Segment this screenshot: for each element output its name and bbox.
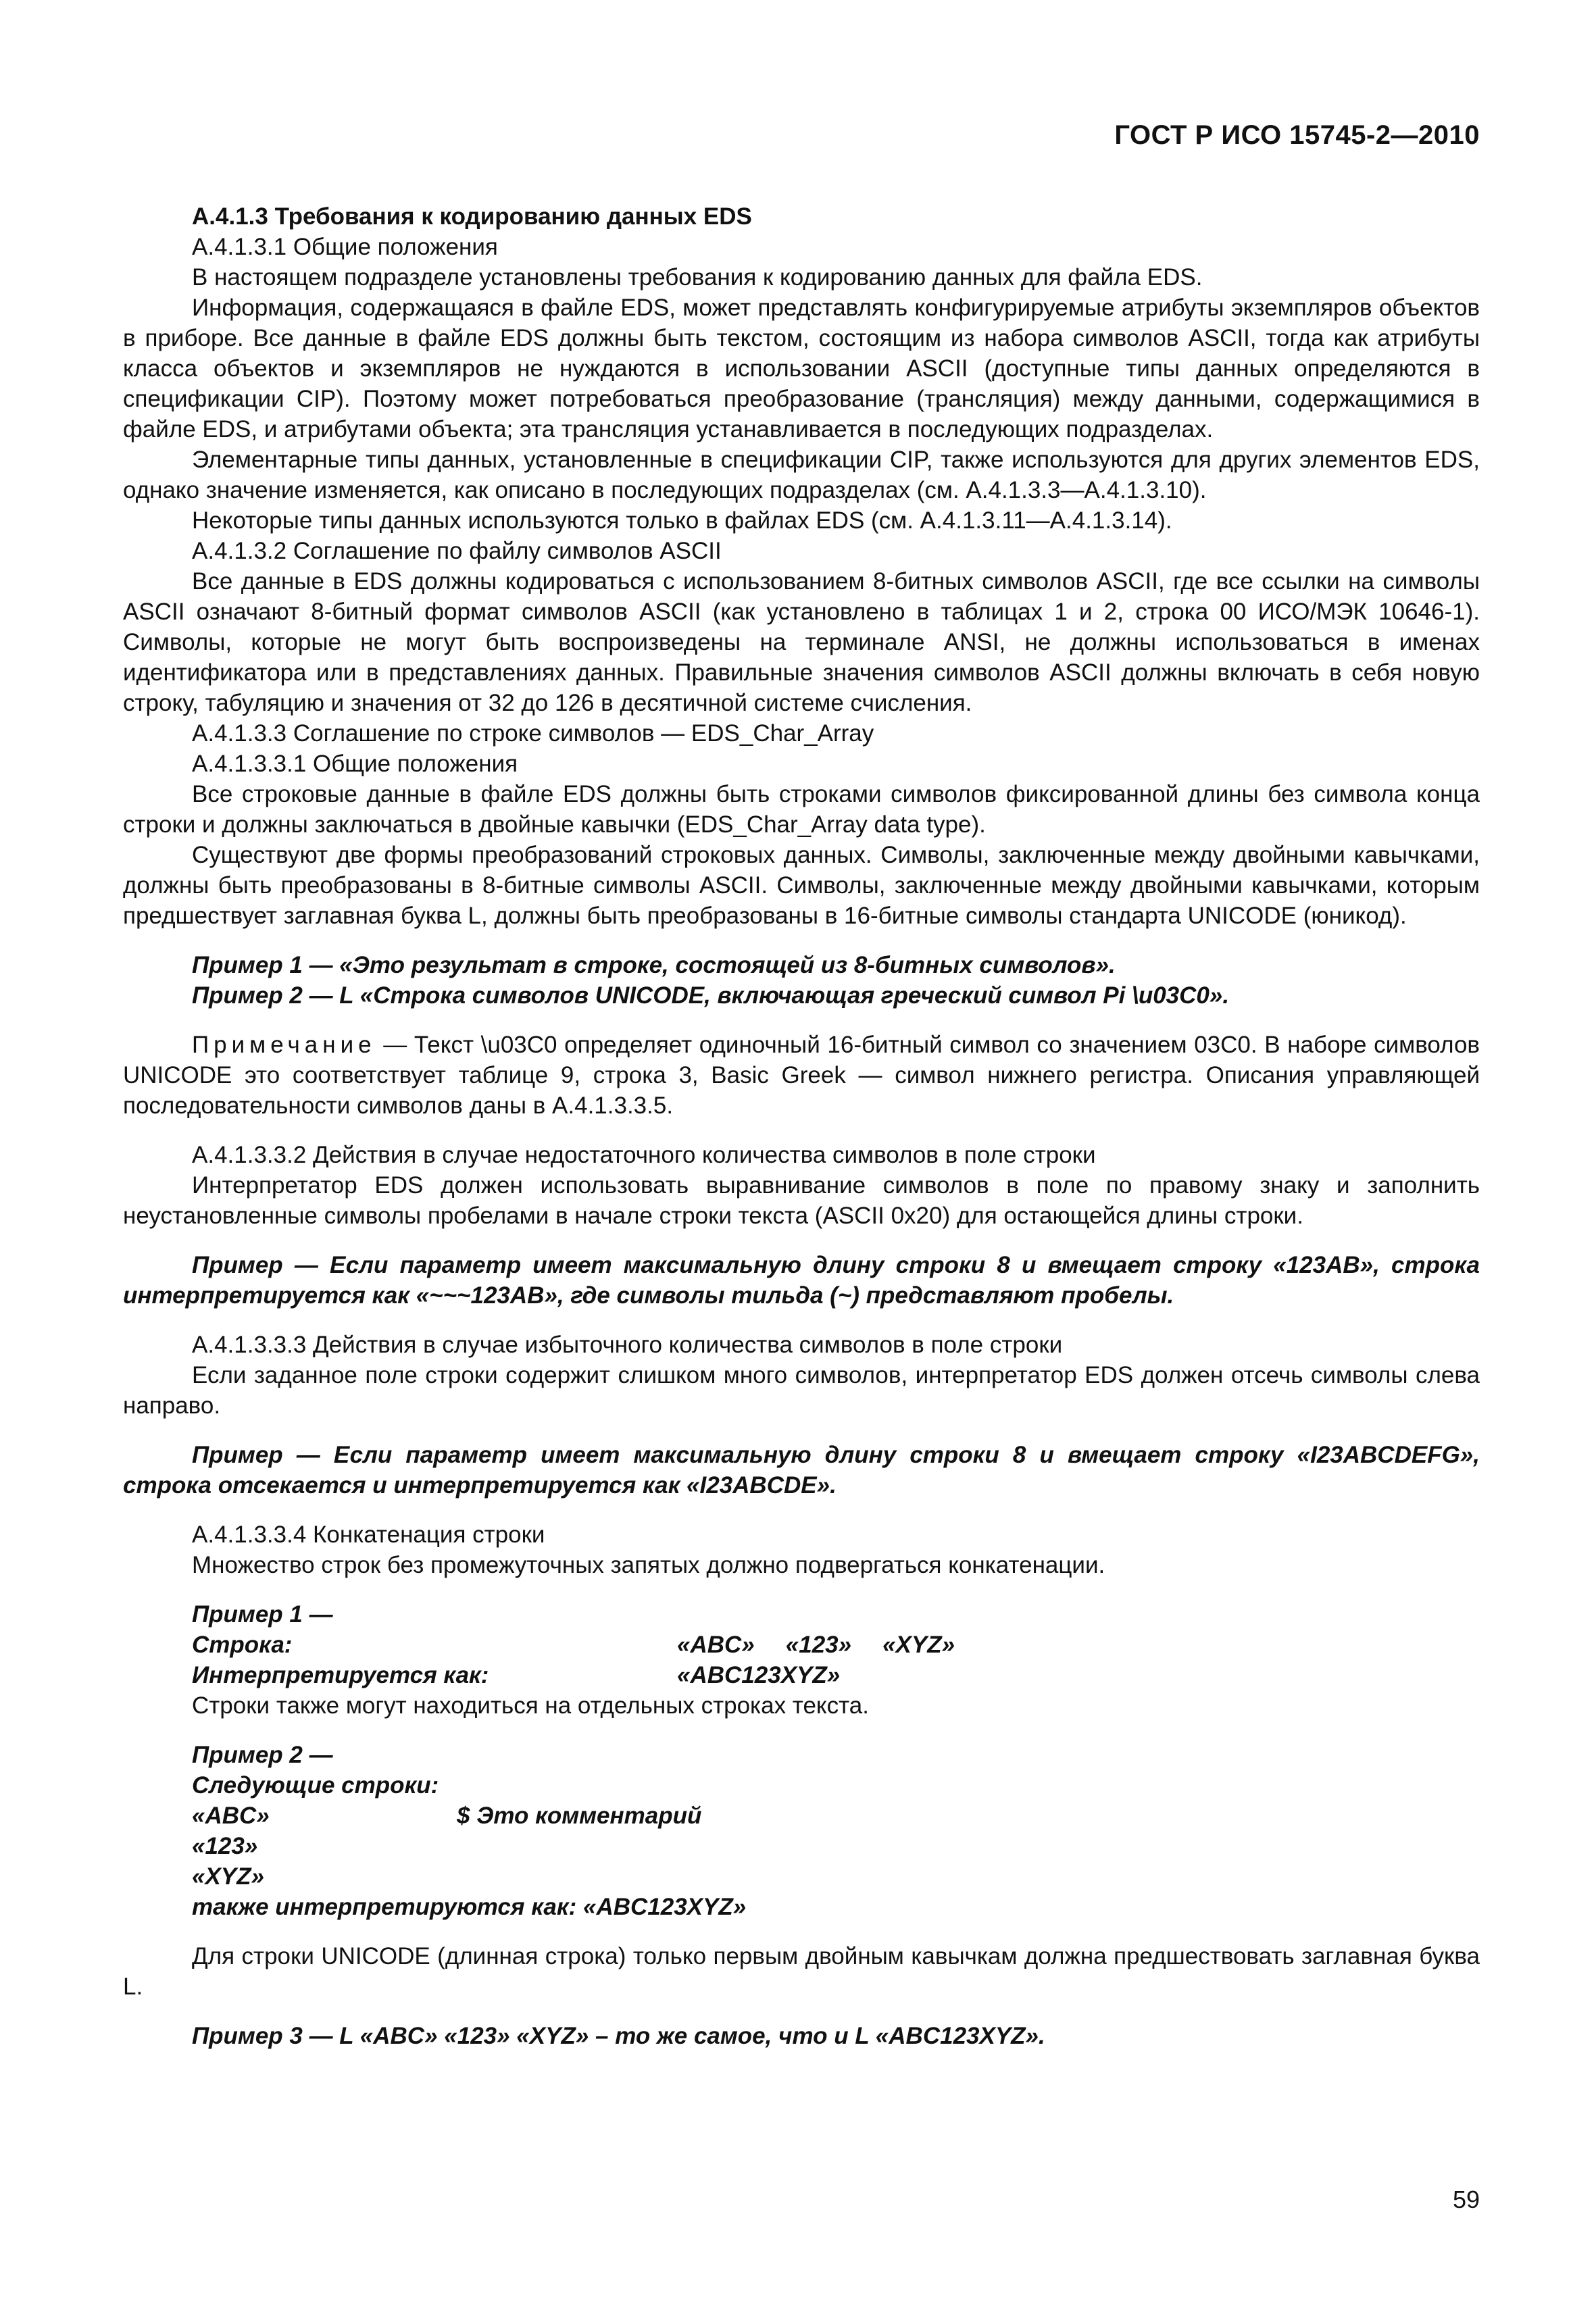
row-label: Интерпретируется как: <box>192 1662 489 1688</box>
string-value: «XYZ» <box>192 1863 264 1890</box>
subsection-title: А.4.1.3.3.2 Действия в случае недостаточного количества символов в поле строки <box>192 1142 1096 1168</box>
string-value: «XYZ» <box>882 1632 955 1658</box>
paragraph: Элементарные типы данных, установленные в спецификации CIP, также используются для других элементов EDS, однако значение изменяется, как описано в последующих подразделах (см. А.4.1.3.3—А.4.1.3.10). <box>123 447 1480 503</box>
subsection-title: А.4.1.3.3.3 Действия в случае избыточного количества символов в поле строки <box>192 1332 1063 1358</box>
paragraph: Все строковые данные в файле EDS должны быть строками символов фиксированной длины без символа конца строки и должны заключаться в двойные кавычки (EDS_Char_Array data type). <box>123 781 1480 838</box>
note-text: — Текст \u03C0 определяет одиночный 16-битный символ со значением 03C0. В наборе символов UNICODE это соответствует таблице 9, строка 3, Basic Greek — символ нижнего регистра. Описания управляющей последовательности символов даны в А.4.1.3.3.5. <box>123 1032 1480 1119</box>
document-page <box>123 0 1480 2314</box>
paragraph: Строки также могут находиться на отдельных строках текста. <box>192 1692 869 1719</box>
example-1-block <box>123 1599 1480 1690</box>
paragraph: Существуют две формы преобразований строковых данных. Символы, заключенные между двойными кавычками, должны быть преобразованы в 8-битные символы ASCII. Символы, заключенные между двойными кавычками, которым предшествует заглавная буква L, должны быть преобразованы в 16-битные символы стандарта UNICODE (юникод). <box>123 842 1480 929</box>
note <box>123 1030 1480 1121</box>
example-line: Пример 3 — L «ABC» «123» «XYZ» – то же самое, что и L «ABC123XYZ». <box>192 2023 1045 2049</box>
section-heading: А.4.1.3 Требования к кодированию данных EDS <box>192 203 752 230</box>
page-number: 59 <box>1452 2186 1480 2213</box>
subsection-title: А.4.1.3.1 Общие положения <box>192 234 498 260</box>
string-value: «ABC» <box>192 1803 270 1829</box>
row-label: Строка: <box>192 1632 293 1658</box>
subsection-title: А.4.1.3.3.1 Общие положения <box>192 751 518 777</box>
string-value: «123» <box>785 1632 852 1658</box>
example-1-row <box>123 1630 1480 1660</box>
string-value: «ABC123XYZ» <box>677 1662 841 1688</box>
example-2-block <box>123 1740 1480 1922</box>
note-label: Примечание <box>192 1032 376 1058</box>
document-body <box>123 201 1480 2051</box>
paragraph: Для строки UNICODE (длинная строка) только первым двойным кавычкам должна предшествовать заглавная буква L. <box>123 1943 1480 2000</box>
document-code: ГОСТ Р ИСО 15745-2—2010 <box>1114 120 1480 150</box>
paragraph: В настоящем подразделе установлены требования к кодированию данных для файла EDS. <box>192 264 1203 291</box>
subsection-title: А.4.1.3.2 Соглашение по файлу символов ASCII <box>192 538 722 564</box>
string-value: «ABC» <box>677 1632 755 1658</box>
example-2-intro: Следующие строки: <box>192 1772 439 1799</box>
string-value: «123» <box>192 1833 258 1859</box>
paragraph: Информация, содержащаяся в файле EDS, может представлять конфигурируемые атрибуты экземпляров объектов в приборе. Все данные в файле EDS должны быть текстом, состоящим из набора символов ASCII, тогда как атрибуты класса объектов и экземпляров не нуждаются в использовании ASCII (доступные типы данных определяются в спецификации CIP). Поэтому может потребоваться преобразование (трансляция) между данными, содержащимися в файле EDS, и атрибутами объекта; эта трансляция устанавливается в последующих подразделах. <box>123 295 1480 443</box>
paragraph: Множество строк без промежуточных запятых должно подвергаться конкатенации. <box>192 1552 1105 1578</box>
example-2-title: Пример 2 — <box>192 1742 333 1768</box>
example-1-title: Пример 1 — <box>192 1601 333 1628</box>
example-line: Пример — Если параметр имеет максимальную длину строки 8 и вмещает строку «123AB», строка интерпретируется как «~~~123AB», где символы тильда (~) представляют пробелы. <box>123 1252 1480 1309</box>
paragraph: Все данные в EDS должны кодироваться с использованием 8-битных символов ASCII, где все ссылки на символы ASCII означают 8-битный формат символов ASCII (как установлено в таблицах 1 и 2, строка 00 ИСО/МЭК 10646-1). Символы, которые не могут быть воспроизведены на терминале ANSI, не должны использоваться в именах идентификатора или в представлениях данных. Правильные значения символов ASCII должны включать в себя новую строку, табуляцию и значения от 32 до 126 в десятичной системе счисления. <box>123 568 1480 716</box>
example-1-row <box>123 1660 1480 1690</box>
example-line: Пример — Если параметр имеет максимальную длину строки 8 и вмещает строку «I23ABCDEFG», строка отсекается и интерпретируется как «I23ABCDE». <box>123 1442 1480 1499</box>
paragraph: Если заданное поле строки содержит слишком много символов, интерпретатор EDS должен отсечь символы слева направо. <box>123 1362 1480 1419</box>
example-line: Пример 1 — «Это результат в строке, состоящей из 8-битных символов». <box>192 952 1116 978</box>
example-2-row <box>123 1801 1480 1831</box>
subsection-title: А.4.1.3.3.4 Конкатенация строки <box>192 1521 545 1548</box>
example-line: Пример 2 — L «Строка символов UNICODE, включающая греческий символ Pi \u03C0». <box>192 982 1230 1009</box>
example-2-result: также интерпретируются как: «ABC123XYZ» <box>192 1894 747 1920</box>
comment-text: $ Это комментарий <box>457 1803 702 1829</box>
paragraph: Интерпретатор EDS должен использовать выравнивание символов в поле по правому знаку и заполнить неустановленные символы пробелами в начале строки текста (ASCII 0x20) для остающейся длины строки. <box>123 1172 1480 1229</box>
paragraph: Некоторые типы данных используются только в файлах EDS (см. А.4.1.3.11—А.4.1.3.14). <box>192 507 1172 534</box>
subsection-title: А.4.1.3.3 Соглашение по строке символов — EDS_Char_Array <box>192 720 874 747</box>
